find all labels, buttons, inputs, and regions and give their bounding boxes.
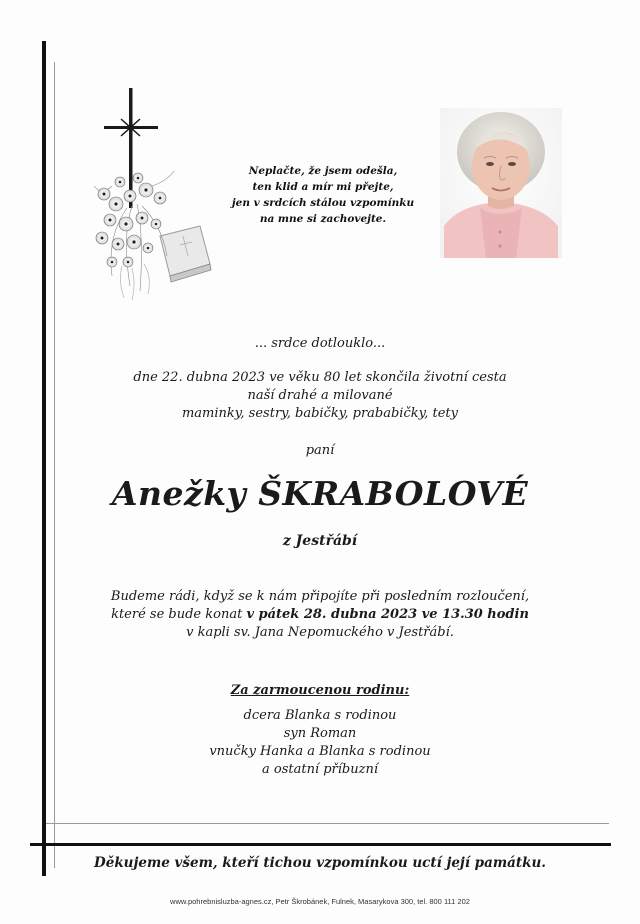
deceased-name: Anežky ŠKRABOLOVÉ <box>111 474 529 513</box>
announcement-line: dne 22. dubna 2023 ve věku 80 let skončila životní cesta <box>133 370 507 385</box>
funeral-place-line: v kapli sv. Jana Nepomuckého v Jestřábí. <box>186 625 454 640</box>
funeral-invite-line: Budeme rádi, když se k nám připojíte při posledním rozloučení, <box>110 589 530 604</box>
thanks-line: Děkujeme všem, kteří tichou vzpomínkou uctí její památku. <box>94 855 546 871</box>
memorial-poem <box>228 163 418 227</box>
deceased-portrait <box>440 108 562 258</box>
funeral-service-credit: www.pohrebnisluzba-agnes.cz, Petr Škrobánek, Fulnek, Masarykova 300, tel. 800 111 202 <box>170 897 470 906</box>
funeral-date: v pátek 28. dubna 2023 ve 13.30 hodin <box>246 607 529 622</box>
poem-line: Neplačte, že jsem odešla, <box>248 165 398 177</box>
announcement-line: maminky, sestry, babičky, prababičky, tety <box>181 406 458 421</box>
funeral-date-prefix: které se bude konat <box>111 607 247 622</box>
frame-line-vertical-thin <box>54 62 55 868</box>
mourners-heading: Za zarmoucenou rodinu: <box>230 683 410 698</box>
mourner-item: vnučky Hanka a Blanka s rodinou <box>209 744 431 759</box>
poem-line: na mne si zachovejte. <box>259 213 387 225</box>
title-line: paní <box>305 443 335 458</box>
poem-line: jen v srdcích stálou vzpomínku <box>231 197 415 209</box>
frame-line-horizontal-thin <box>46 823 609 824</box>
funeral-date-line <box>60 607 580 622</box>
mourner-item: a ostatní příbuzní <box>261 762 378 777</box>
intro-line: ... srdce dotlouklo... <box>254 336 386 351</box>
cross-flowers-book-icon <box>82 86 222 304</box>
announcement-line: naší drahé a milované <box>247 388 393 403</box>
mourner-item: dcera Blanka s rodinou <box>243 708 397 723</box>
origin-line: z Jestřábí <box>282 533 358 549</box>
frame-line-vertical <box>42 41 46 876</box>
mourner-item: syn Roman <box>283 726 357 741</box>
frame-line-horizontal <box>30 843 611 846</box>
poem-line: ten klid a mír mi přejte, <box>252 181 394 193</box>
